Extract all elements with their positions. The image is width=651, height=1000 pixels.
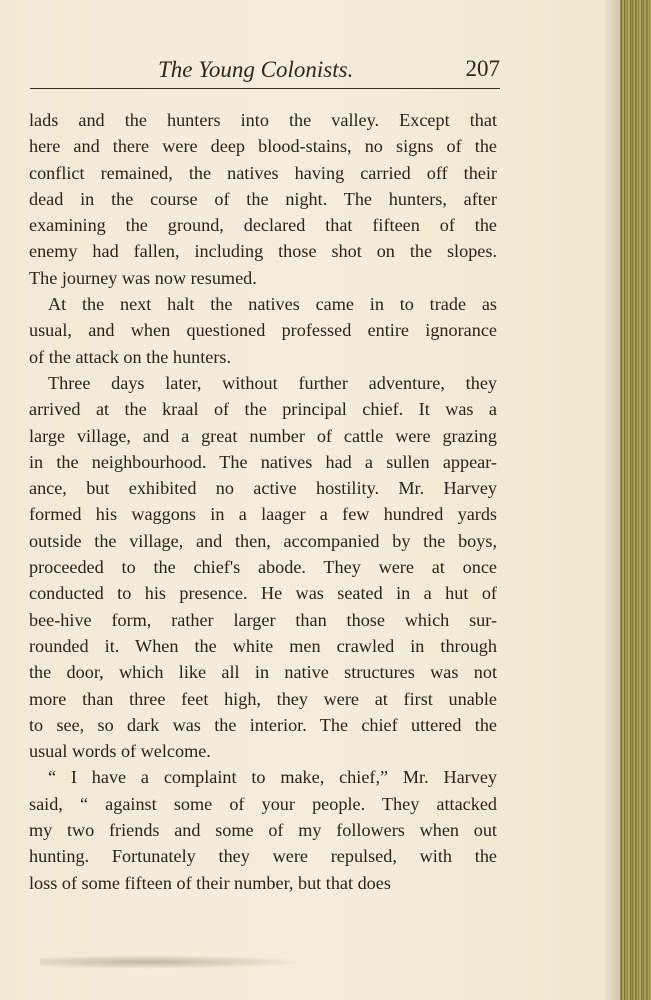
paragraph (29, 291, 497, 370)
text-line: formed his waggons in a laager a few hundred yards (29, 504, 497, 525)
text-line: large village, and a great number of cattle were grazing (29, 425, 497, 446)
text-line: the door, which like all in native structures was not (29, 662, 497, 683)
header-rule (30, 88, 500, 89)
page-number: 207 (465, 56, 500, 81)
running-title: The Young Colonists. (158, 57, 354, 82)
text-line: to see, so dark was the interior. The chief uttered the (29, 714, 497, 735)
book-spine-edge (620, 0, 651, 1000)
page-header (30, 50, 500, 90)
text-line: in the neighbourhood. The natives had a sullen appear- (29, 451, 497, 472)
body-text (29, 107, 497, 896)
text-line: conducted to his presence. He was seated in a hut of (29, 583, 497, 604)
text-line: usual, and when questioned professed entire ignorance (29, 320, 497, 341)
gutter-shadow (604, 0, 620, 1000)
paragraph (29, 107, 497, 291)
text-line: At the next halt the natives came in to trade as (48, 294, 497, 315)
paragraph (29, 764, 497, 895)
page-smudge (40, 955, 310, 969)
text-line: bee-hive form, rather larger than those which sur- (29, 609, 497, 630)
text-line: arrived at the kraal of the principal chief. It was a (29, 399, 497, 420)
text-line: of the attack on the hunters. (29, 346, 232, 367)
text-line: outside the village, and then, accompanied by the boys, (29, 530, 497, 551)
text-line: here and there were deep blood-stains, no signs of the (29, 136, 497, 157)
text-line: my two friends and some of my followers when out (29, 820, 497, 841)
text-line: loss of some fifteen of their number, but that does (29, 872, 391, 893)
text-line: conflict remained, the natives having carried off their (29, 162, 497, 183)
text-line: ance, but exhibited no active hostility. Mr. Harvey (29, 478, 497, 499)
text-line: proceeded to the chief's abode. They were at once (29, 557, 497, 578)
text-line: lads and the hunters into the valley. Except that (29, 110, 497, 130)
text-line: more than three feet high, they were at first unable (29, 688, 497, 709)
text-line: Three days later, without further adventure, they (48, 372, 497, 393)
paragraph (29, 370, 497, 764)
text-line: examining the ground, declared that fifteen of the (29, 215, 497, 236)
text-line: enemy had fallen, including those shot on the slopes. (29, 241, 497, 262)
text-line: “ I have a complaint to make, chief,” Mr. Harvey (48, 767, 497, 788)
text-line: dead in the course of the night. The hunters, after (29, 188, 497, 209)
text-line: usual words of welcome. (29, 741, 211, 762)
text-line: said, “ against some of your people. They attacked (29, 793, 497, 814)
text-line: The journey was now resumed. (29, 267, 257, 288)
text-line: rounded it. When the white men crawled in through (29, 635, 497, 656)
text-line: hunting. Fortunately they were repulsed, with the (29, 846, 497, 867)
